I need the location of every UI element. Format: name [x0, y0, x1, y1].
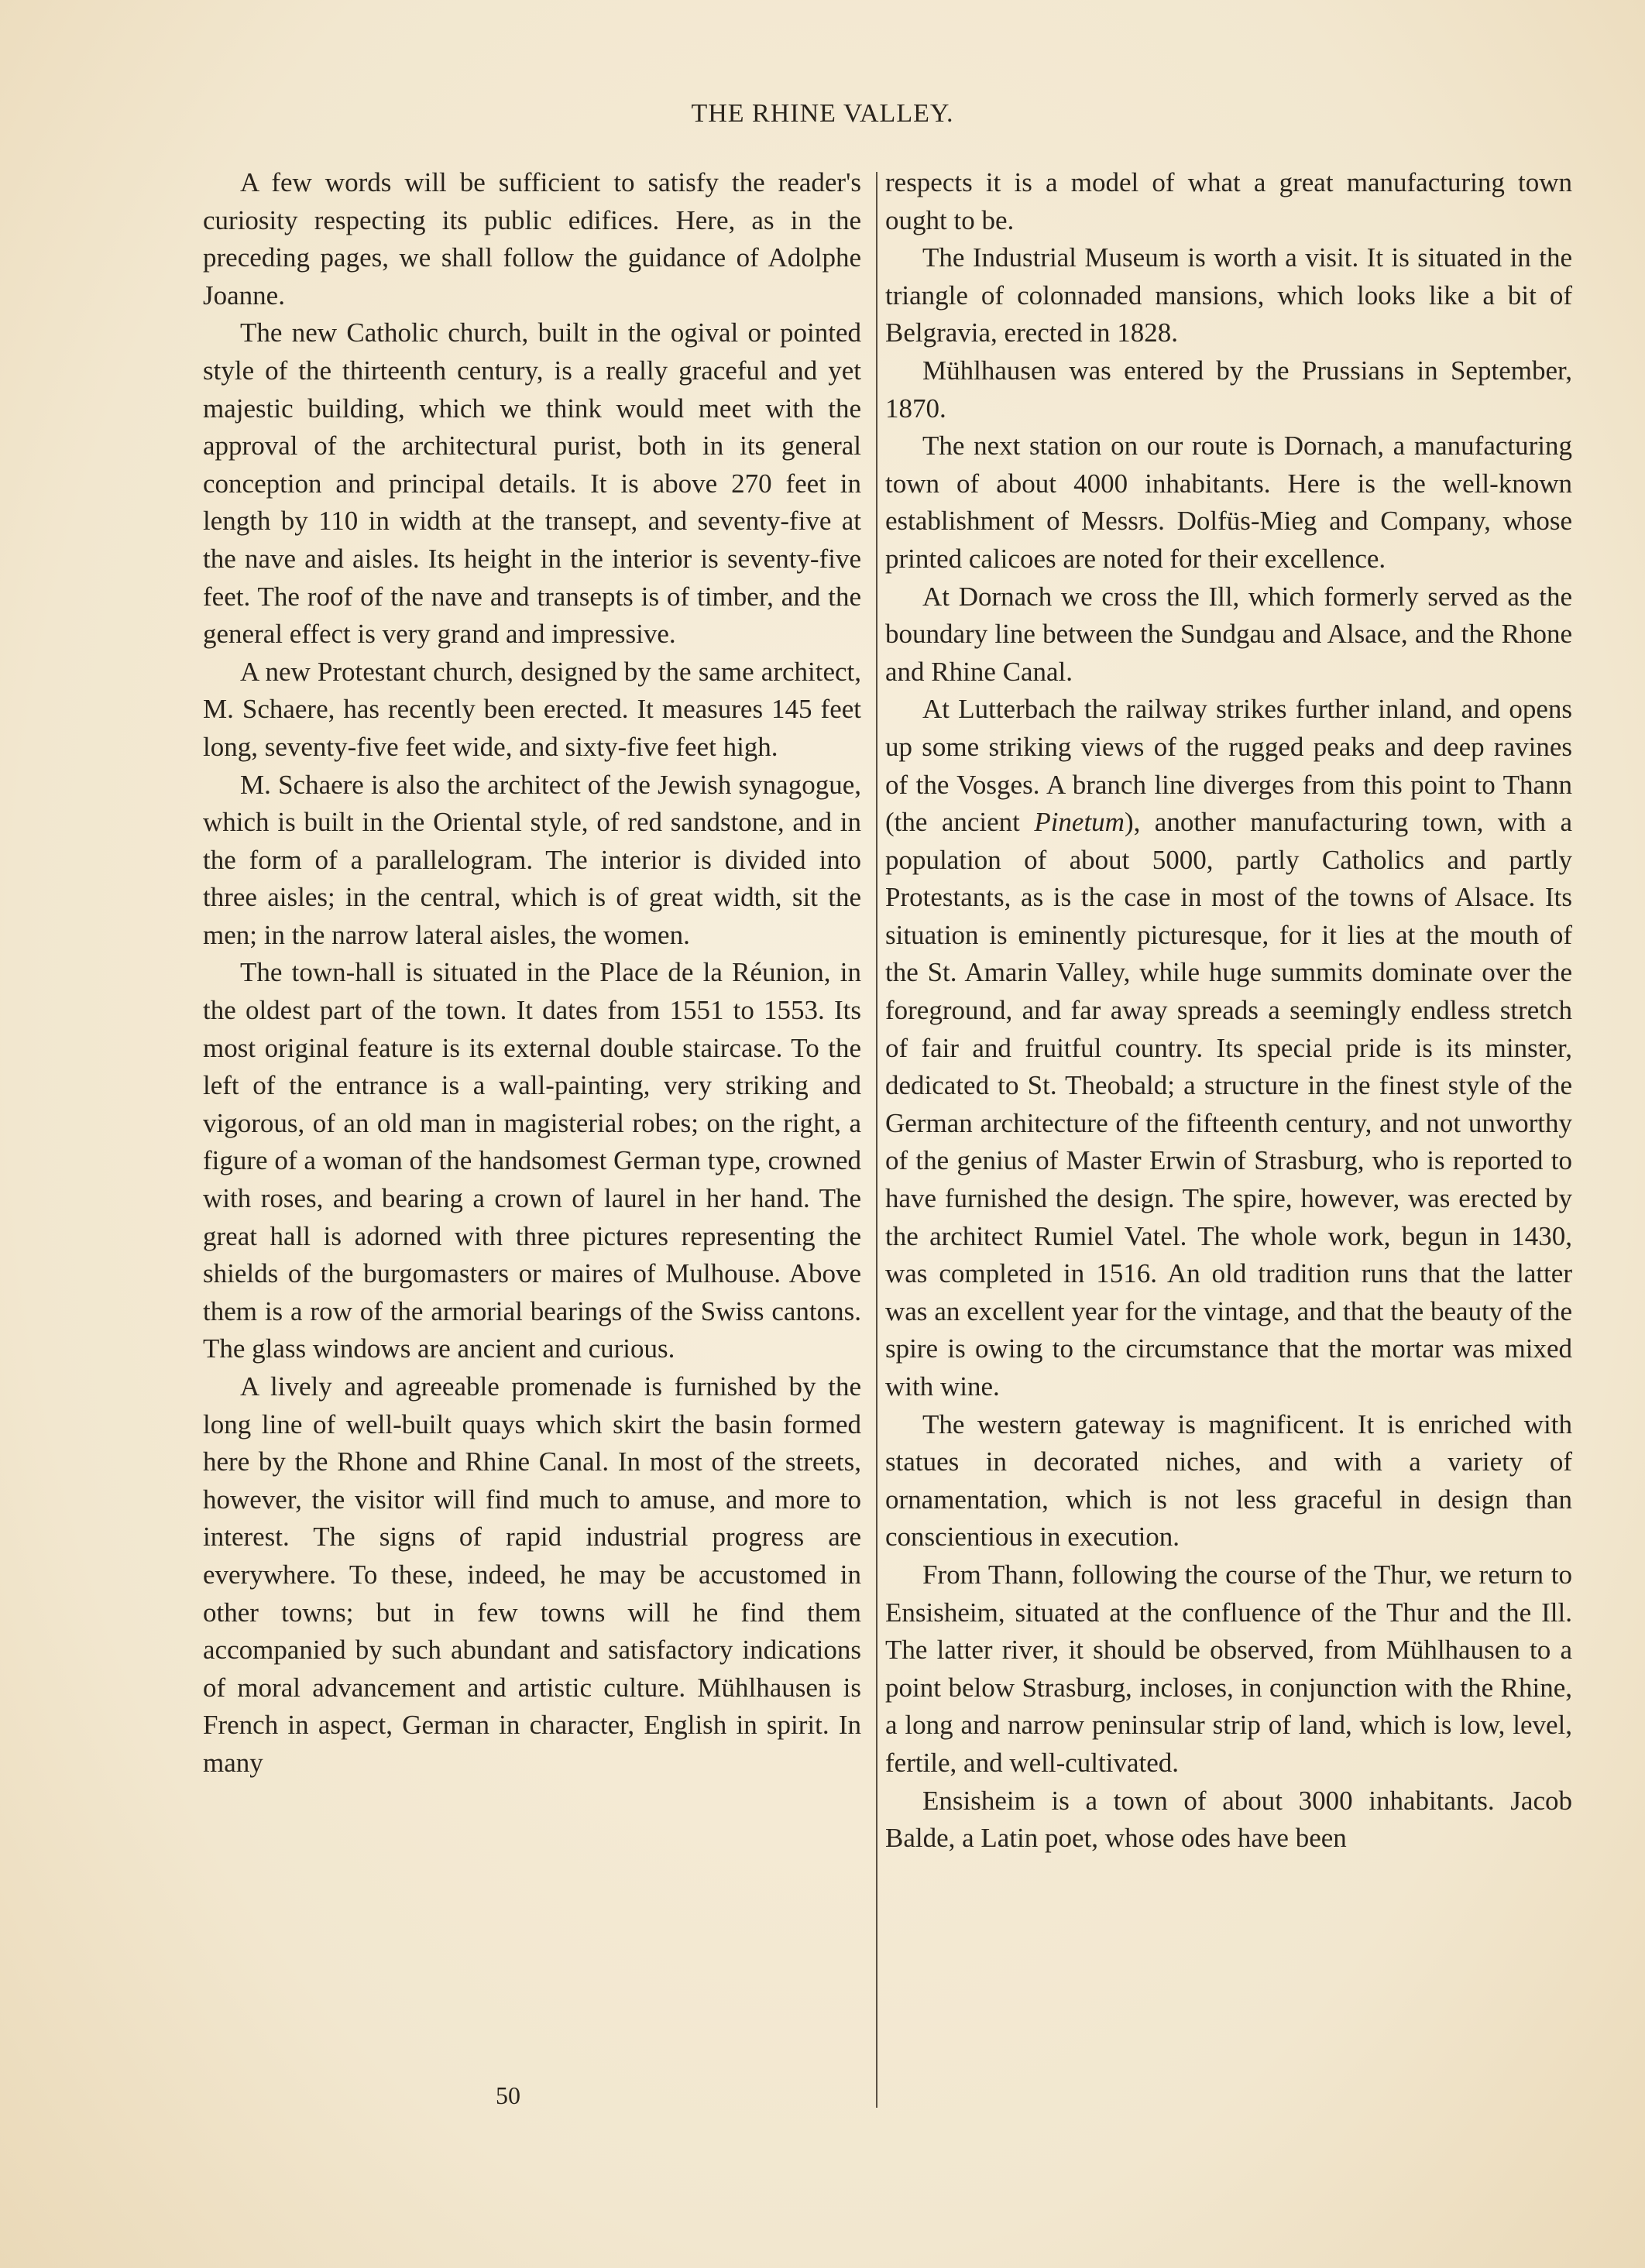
right-column	[885, 164, 1572, 1858]
left-paragraph-5: The town-hall is situated in the Place de la Réunion, in the oldest part of the town. It dates from 1551 to 1553. Its most original feature is its external double staircase. To the left of the entrance is a wall-painting, very striking and vigorous, of an old man in magisterial robes; on the right, a figure of a woman of the handsomest German type, crowned with roses, and bearing a crown of laurel in her hand. The great hall is adorned with three pictures representing the shields of the burgomasters or maires of Mulhouse. Above them is a row of the armorial bearings of the Swiss cantons. The glass windows are ancient and curious.	[203, 957, 861, 1364]
running-title: THE RHINE VALLEY.	[691, 99, 954, 128]
left-paragraph-1: A few words will be sufficient to satisfy the reader's curiosity respecting its public edifices. Here, as in the preceding pages, we shall follow the guidance of Adolphe Joanne.	[203, 167, 861, 311]
right-paragraph-7: The western gateway is magnificent. It is enriched with statues in decorated niches, and with a variety of ornamentation, which is not less graceful in design than conscientious in execution.	[885, 1408, 1572, 1553]
pinetum-italic: Pinetum	[1034, 807, 1125, 838]
column-divider	[876, 172, 877, 2108]
right-paragraph-9: Ensisheim is a town of about 3000 inhabitants. Jacob Balde, a Latin poet, whose odes have been	[885, 1785, 1572, 1854]
right-paragraph-4: The next station on our route is Dornach, a manufacturing town of about 4000 inhabitants. Here is the well-known establishment of Messrs. Dolfüs-Mieg and Company, whose printed calicoes are noted for their excellence.	[885, 431, 1572, 574]
right-paragraph-2: The Industrial Museum is worth a visit. It is situated in the triangle of colonnaded mansions, which looks like a bit of Belgravia, erected in 1828.	[885, 242, 1572, 348]
right-paragraph-6-part-2: ), another manufacturing town, with a population of about 5000, partly Catholics and partly Protestants, as is the case in most of the towns of Alsace. Its situation is eminently picturesque, for it lies at the mouth of the St. Amarin Valley, while huge summits dominate over the foreground, and far away spreads a seemingly endless stretch of fair and fruitful country. Its special pride is its minster, dedicated to St. Theobald; a structure in the finest style of the German architecture of the fifteenth century, and not unworthy of the genius of Master Erwin of Strasburg, who is reported to have furnished the design. The spire, however, was erected by the architect Rumiel Vatel. The whole work, begun in 1430, was completed in 1516. An old tradition runs that the latter was an excellent year for the vintage, and that the beauty of the spire is owing to the circumstance that the mortar was mixed with wine.	[885, 807, 1573, 1402]
left-column	[203, 164, 861, 1782]
left-paragraph-2: The new Catholic church, built in the ogival or pointed style of the thirteenth century, is a really graceful and yet majestic building, which we think would meet with the approval of the architectural purist, both in its general conception and principal details. It is above 270 feet in length by 110 in width at the transept, and seventy-five at the nave and aisles. Its height in the interior is seventy-five feet. The roof of the nave and transepts is of timber, and the general effect is very grand and impressive.	[203, 317, 861, 650]
right-paragraph-5: At Dornach we cross the Ill, which formerly served as the boundary line between the Sundgau and Alsace, and the Rhone and Rhine Canal.	[885, 581, 1572, 687]
right-paragraph-3: Mühlhausen was entered by the Prussians in September, 1870.	[885, 355, 1572, 424]
right-paragraph-6	[885, 691, 1572, 1405]
right-paragraph-8: From Thann, following the course of the Thur, we return to Ensisheim, situated at the confluence of the Thur and the Ill. The latter river, it should be observed, from Mühlhausen to a point below Strasburg, incloses, in conjunction with the Rhine, a long and narrow peninsular strip of land, which is low, level, fertile, and well-cultivated.	[885, 1559, 1572, 1778]
page-number: 50	[496, 2081, 520, 2109]
left-paragraph-4: M. Schaere is also the architect of the Jewish synagogue, which is built in the Oriental style, of red sandstone, and in the form of a parallelogram. The interior is divided into three aisles; in the central, which is of great width, sit the men; in the narrow lateral aisles, the women.	[203, 769, 861, 950]
left-paragraph-3: A new Protestant church, designed by the same architect, M. Schaere, has recently been erected. It measures 145 feet long, seventy-five feet wide, and sixty-five feet high.	[203, 656, 861, 762]
right-paragraph-6-part-1: At Lutterbach the railway strikes further inland, and opens up some striking views of the rugged peaks and deep ravines of the Vosges. A branch line diverges from this point to Thann (the ancient	[885, 694, 1572, 838]
right-paragraph-1: respects it is a model of what a great manufacturing town ought to be.	[885, 167, 1572, 235]
left-paragraph-6: A lively and agreeable promenade is furnished by the long line of well-built quays which skirt the basin formed here by the Rhone and Rhine Canal. In most of the streets, however, the visitor will find much to amuse, and more to interest. The signs of rapid industrial progress are everywhere. To these, indeed, he may be accustomed in other towns; but in few towns will he find them accompanied by such abundant and satisfactory indications of moral advancement and artistic culture. Mühlhausen is French in aspect, German in character, English in spirit. In many	[203, 1371, 861, 1778]
